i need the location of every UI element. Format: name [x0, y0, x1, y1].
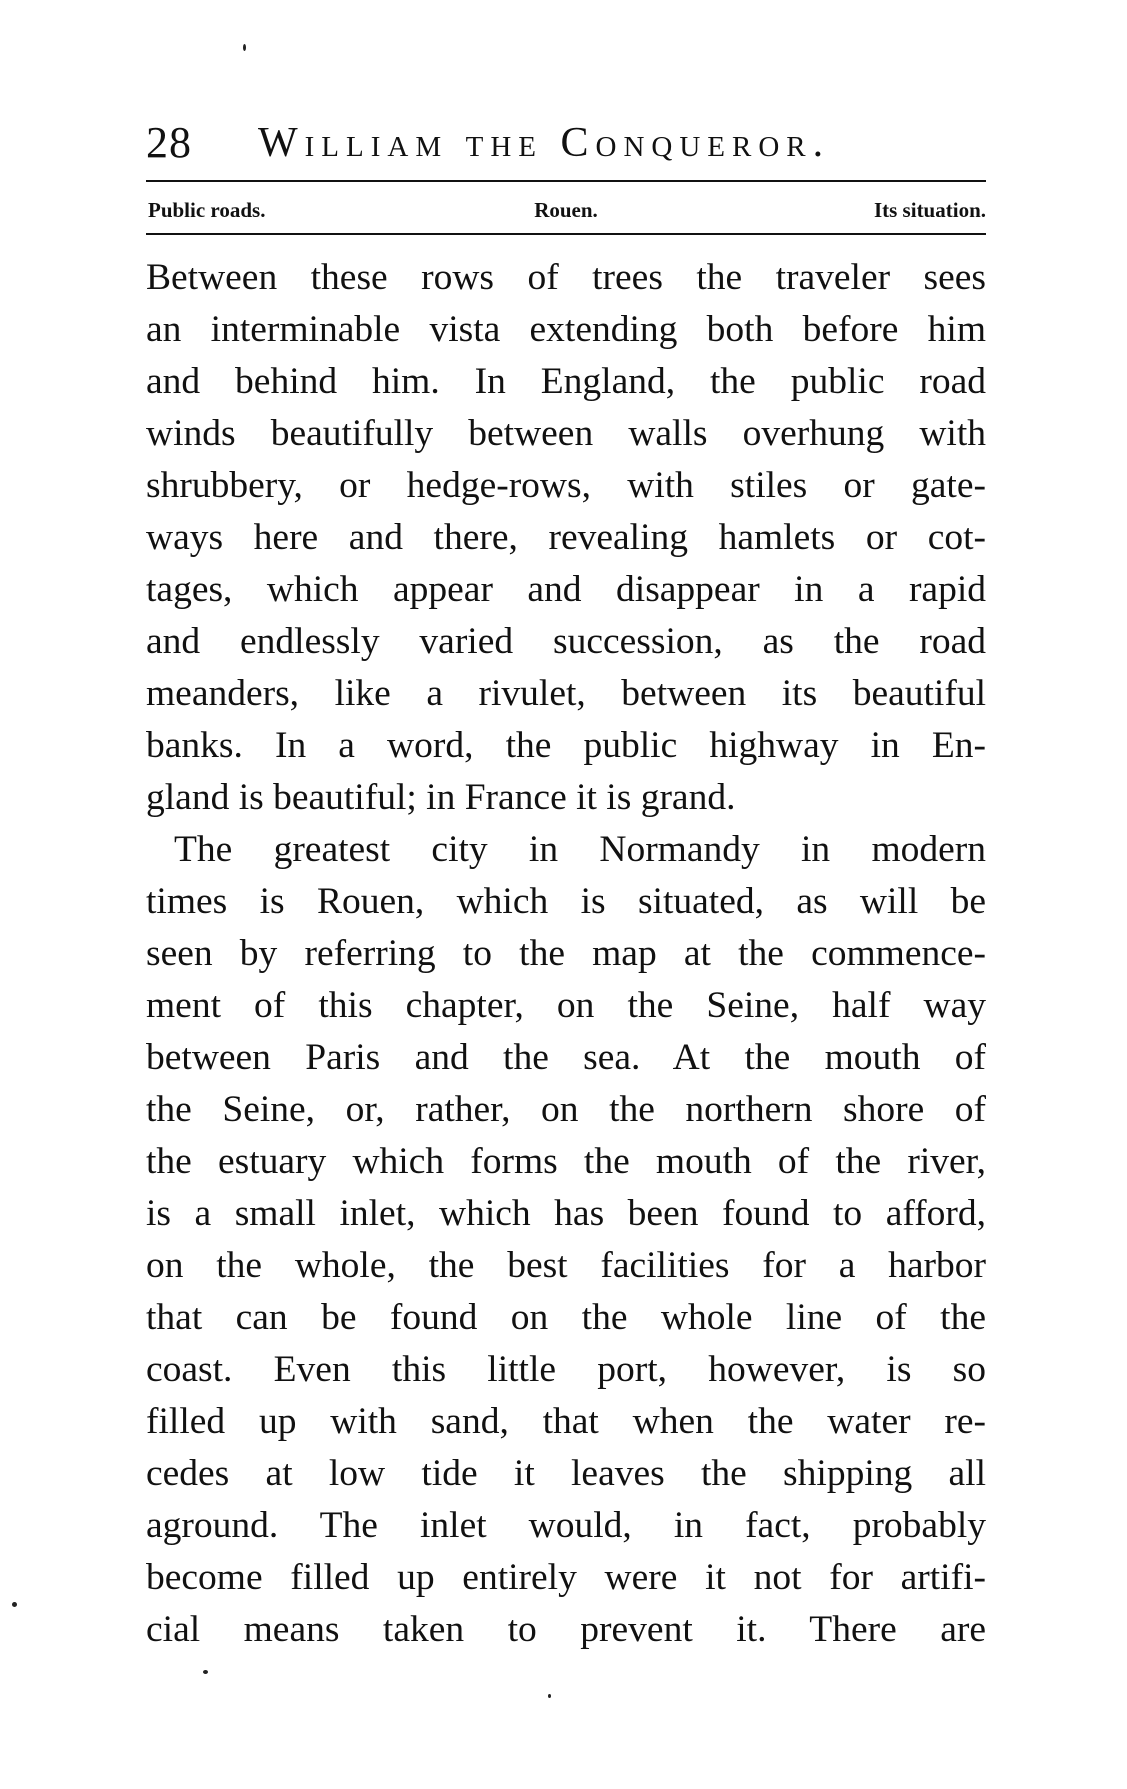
text-line: seen by referring to the map at the commence-	[146, 933, 986, 974]
text-line: on the whole, the best facilities for a harbor	[146, 1245, 986, 1286]
text-line: an interminable vista extending both before him	[146, 309, 986, 350]
text-line: the estuary which forms the mouth of the river,	[146, 1141, 986, 1182]
header-rule-bottom	[146, 233, 986, 235]
scan-speck	[203, 1670, 208, 1674]
body-text	[146, 252, 986, 1656]
scan-speck	[548, 1694, 551, 1698]
text-line: and endlessly varied succession, as the road	[146, 621, 986, 662]
text-line: and behind him. In England, the public road	[146, 361, 986, 402]
text-line: The greatest city in Normandy in modern	[174, 829, 986, 870]
text-line: cedes at low tide it leaves the shipping all	[146, 1453, 986, 1494]
text-line: Between these rows of trees the traveler sees	[146, 257, 986, 298]
text-line: times is Rouen, which is situated, as will be	[146, 881, 986, 922]
sidenote-rouen: Rouen.	[534, 198, 598, 222]
text-line: gland is beautiful; in France it is grand.	[146, 777, 736, 818]
text-line: coast. Even this little port, however, is so	[146, 1349, 986, 1390]
scan-speck	[12, 1602, 17, 1607]
text-line: shrubbery, or hedge-rows, with stiles or gate-	[146, 465, 986, 506]
sidenote-public-roads: Public roads.	[148, 198, 266, 222]
text-line: banks. In a word, the public highway in En-	[146, 725, 986, 766]
text-line: is a small inlet, which has been found to afford,	[146, 1193, 986, 1234]
sidenotes-row	[146, 192, 986, 228]
text-line: ways here and there, revealing hamlets or cot-	[146, 517, 986, 558]
text-line: meanders, like a rivulet, between its beautiful	[146, 673, 986, 714]
text-line: that can be found on the whole line of the	[146, 1297, 986, 1338]
page-number: 28	[146, 118, 192, 167]
text-line: aground. The inlet would, in fact, probably	[146, 1505, 986, 1546]
text-line: become filled up entirely were it not for artifi-	[146, 1557, 986, 1598]
paragraph-rouen	[146, 824, 986, 1656]
scan-speck	[243, 44, 246, 51]
sidenote-its-situation: Its situation.	[873, 198, 986, 222]
paragraph-roads	[146, 252, 986, 824]
text-line: the Seine, or, rather, on the northern shore of	[146, 1089, 986, 1130]
book-title: William the Conqueror.	[258, 120, 831, 166]
text-line: cial means taken to prevent it. There are	[146, 1609, 986, 1650]
header-rule-top	[146, 180, 986, 182]
text-line: between Paris and the sea. At the mouth of	[146, 1037, 986, 1078]
text-line: ment of this chapter, on the Seine, half way	[146, 985, 986, 1026]
text-line: filled up with sand, that when the water re-	[146, 1401, 986, 1442]
text-line: winds beautifully between walls overhung with	[146, 413, 986, 454]
running-head	[146, 115, 986, 171]
text-line: tages, which appear and disappear in a rapid	[146, 569, 986, 610]
